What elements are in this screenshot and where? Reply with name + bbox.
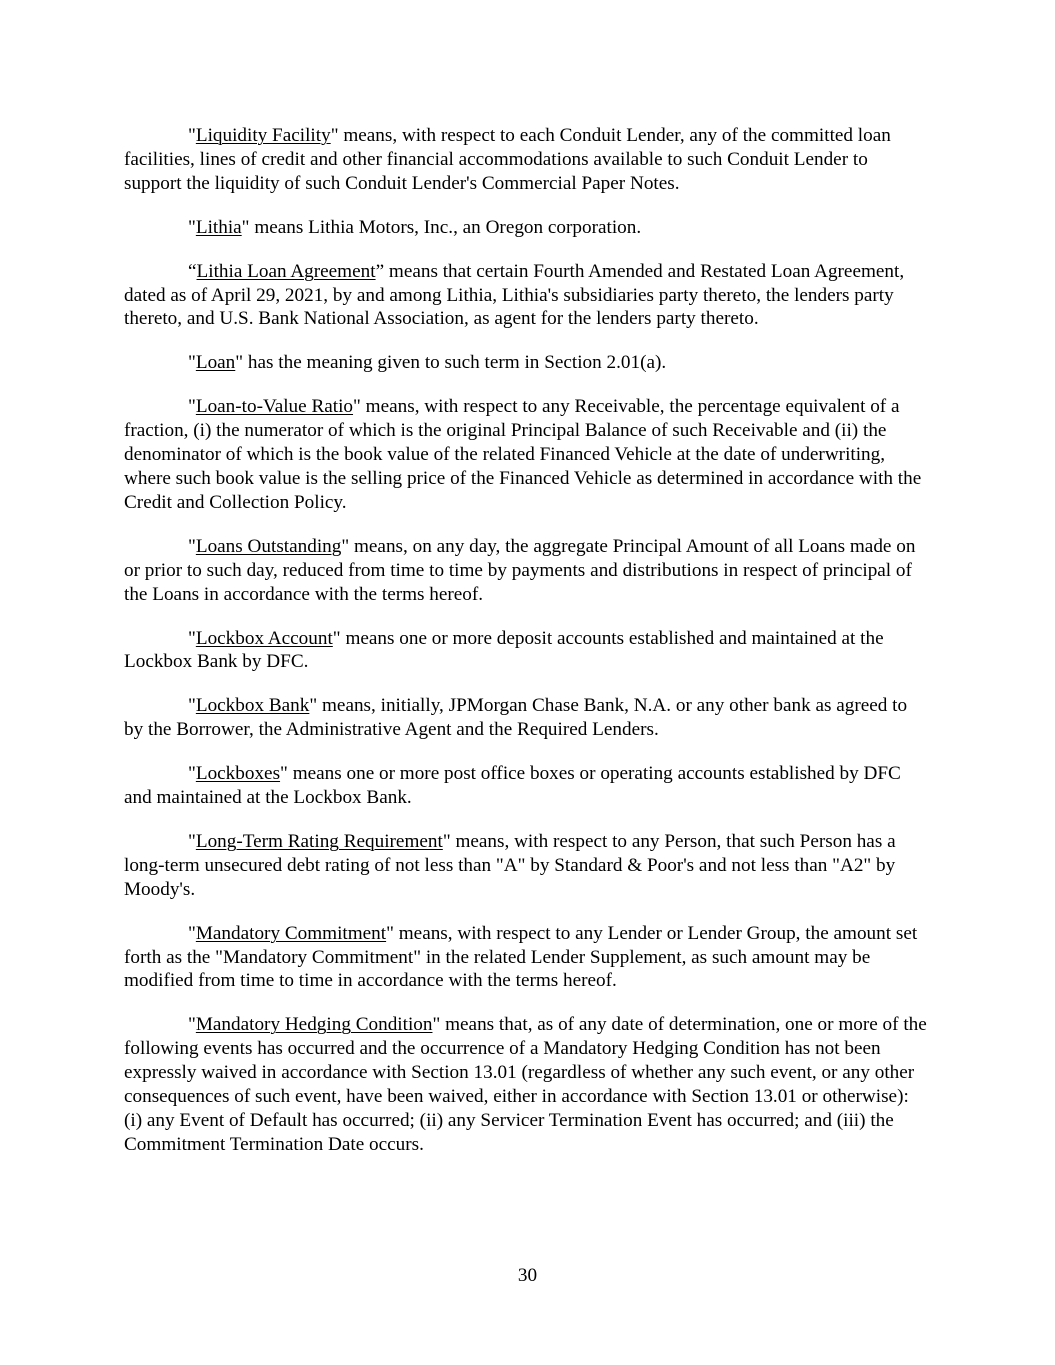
- definition-body: means, with respect to any Person, that such Person has a long-term unsecured debt rating of not less than "A" by Standard & Poor's and not less than "A2" by Moody's.: [124, 830, 896, 900]
- defined-term: Liquidity Facility: [195, 125, 331, 146]
- close-quote: ": [332, 627, 341, 649]
- definition-lithia-loan-agreement: [124, 260, 930, 332]
- close-quote: ": [280, 763, 288, 785]
- definition-loans-outstanding: [124, 535, 930, 607]
- document-page: [124, 124, 930, 1177]
- definition-body: means, with respect to any Receivable, the percentage equivalent of a fraction, (i) the numerator of which is the original Principal Balance of such Receivable and (ii) the denominator of which is the book value of the related Financed Vehicle at the date of underwriting, where such book value is the selling price of the Financed Vehicle as determined in accordance with the Credit and Collection Policy.: [124, 396, 922, 513]
- defined-term: Mandatory Hedging Condition: [195, 1014, 433, 1036]
- definition-body: means that certain Fourth Amended and Restated Loan Agreement, dated as of April 29, 2021, by and among Lithia, Lithia's subsidiaries party thereto, the lenders party thereto, and U.S. Bank National Association, as agent for the lenders party thereto.: [124, 260, 905, 330]
- definition-lithia: [124, 216, 930, 240]
- open-quote: “: [188, 260, 197, 282]
- defined-term: Lockboxes: [195, 763, 281, 785]
- close-quote: ": [442, 830, 451, 852]
- definition-body: means, on any day, the aggregate Principal Amount of all Loans made on or prior to such day, reduced from time to time by payments and distributions in respect of principal of the Loans in accordance with the terms hereof.: [124, 535, 916, 605]
- defined-term: Loan: [195, 352, 236, 374]
- definition-body: means, with respect to each Conduit Lender, any of the committed loan facilities, lines of credit and other financial accommodations available to such Conduit Lender to support the liquidity of such Conduit Lender's Commercial Paper Notes.: [124, 125, 891, 194]
- definition-mandatory-commitment: [124, 922, 930, 994]
- defined-term: Lockbox Account: [195, 627, 333, 649]
- definition-body: means one or more deposit accounts established and maintained at the Lockbox Bank by DFC.: [124, 627, 884, 673]
- close-quote: ": [341, 535, 350, 557]
- definition-loan: [124, 351, 930, 375]
- close-quote: ": [309, 695, 318, 717]
- definition-liquidity-facility: [124, 124, 930, 196]
- defined-term: Lockbox Bank: [195, 695, 310, 717]
- open-quote: ": [188, 1014, 196, 1036]
- close-quote: ": [235, 352, 244, 374]
- defined-term: Long-Term Rating Requirement: [195, 830, 443, 852]
- definition-mandatory-hedging-condition: [124, 1013, 930, 1156]
- definition-body: means, initially, JPMorgan Chase Bank, N.A. or any other bank as agreed to by the Borrower, the Administrative Agent and the Required Lenders.: [124, 695, 908, 741]
- open-quote: ": [188, 535, 196, 557]
- defined-term: Loan-to-Value Ratio: [195, 396, 354, 418]
- definition-lockbox-account: [124, 627, 930, 675]
- definition-long-term-rating-requirement: [124, 830, 930, 902]
- open-quote: ": [188, 627, 196, 649]
- page-number: 30: [517, 1265, 538, 1286]
- definition-body: means that, as of any date of determination, one or more of the following events has occurred and the occurrence of a Mandatory Hedging Condition has not been expressly waived in accordance with Section 13.01 (regardless of whether any such event, or any other consequences of such event, have been waived, either in accordance with Section 13.01 or otherwise): (i) any Event of Default has occurred; (ii) any Servicer Termination Event has occurred; and (iii) the Commitment Termination Date occurs.: [124, 1014, 927, 1155]
- definition-body: means Lithia Motors, Inc., an Oregon corporation.: [249, 216, 642, 238]
- definition-body: has the meaning given to such term in Section 2.01(a).: [243, 352, 667, 374]
- open-quote: ": [188, 830, 196, 852]
- open-quote: ": [188, 396, 196, 418]
- open-quote: ": [188, 922, 196, 944]
- defined-term: Loans Outstanding: [195, 535, 342, 557]
- definition-lockboxes: [124, 762, 930, 810]
- close-quote: ": [386, 922, 394, 944]
- defined-term: Mandatory Commitment: [195, 922, 387, 944]
- open-quote: ": [188, 352, 196, 374]
- open-quote: ": [188, 695, 196, 717]
- definition-body: means, with respect to any Lender or Lender Group, the amount set forth as the "Mandatory Commitment" in the related Lender Supplement, as such amount may be modified from time to time in accordance with the terms hereof.: [124, 922, 918, 992]
- open-quote: ": [188, 763, 196, 785]
- close-quote: ": [353, 396, 361, 418]
- close-quote: ": [241, 216, 250, 238]
- defined-term: Lithia Loan Agreement: [196, 260, 376, 282]
- close-quote: ": [432, 1014, 441, 1036]
- close-quote: ”: [375, 260, 385, 282]
- open-quote: ": [188, 216, 196, 238]
- defined-term: Lithia: [195, 216, 242, 238]
- close-quote: ": [330, 125, 339, 146]
- open-quote: ": [188, 125, 196, 146]
- definition-loan-to-value-ratio: [124, 395, 930, 515]
- definition-body: means one or more post office boxes or operating accounts established by DFC and maintained at the Lockbox Bank.: [124, 763, 901, 809]
- definition-lockbox-bank: [124, 694, 930, 742]
